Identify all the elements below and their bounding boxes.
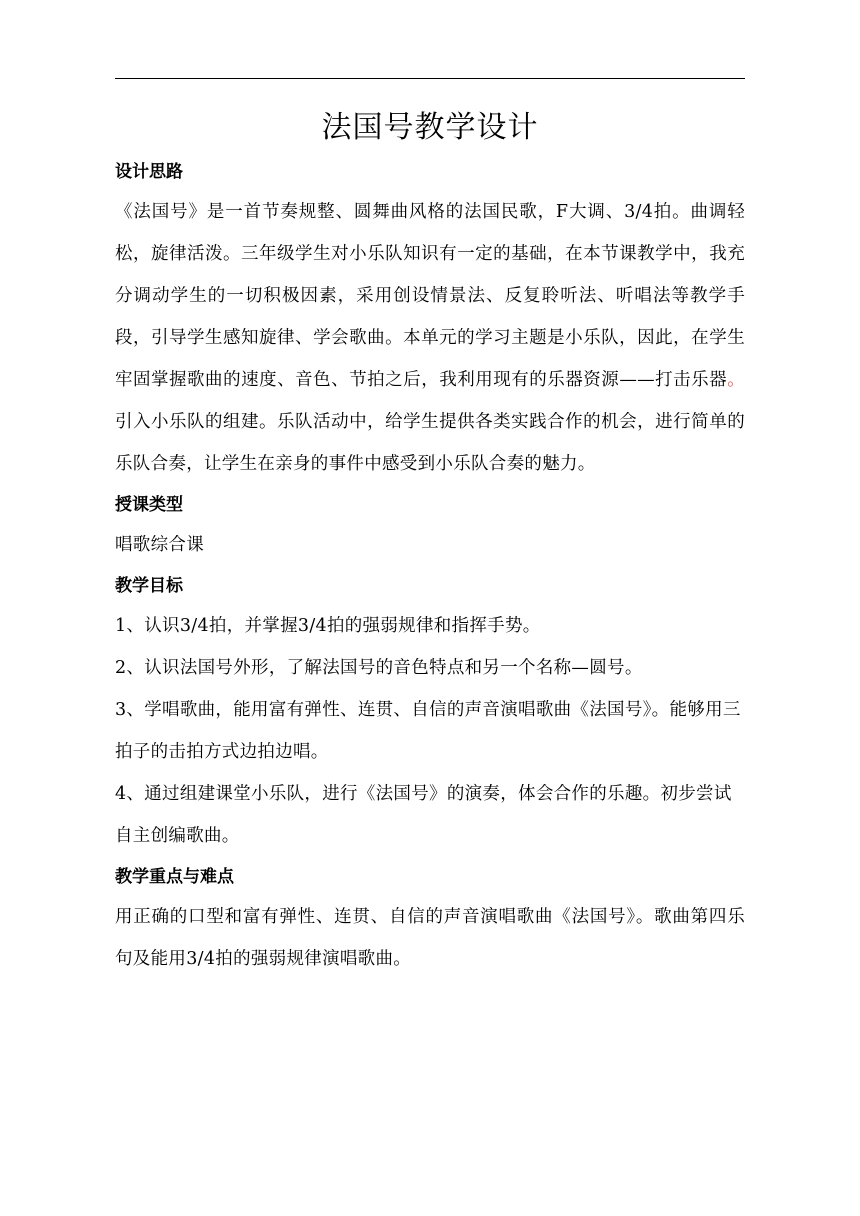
section-key-points (115, 860, 745, 980)
section-type (115, 488, 745, 566)
document-body (115, 155, 745, 980)
design-red-mark: 。 (727, 370, 745, 390)
goal-item: 1、认识3/4拍，并掌握3/4拍的强弱规律和指挥手势。 (115, 616, 541, 636)
heading-type: 授课类型 (115, 495, 183, 515)
design-text-a: 《法国号》是一首节奏规整、圆舞曲风格的法国民歌，F大调、3/4拍。曲调轻松，旋律活泼。三年级学生对小乐队知识有一定的基础，在本节课教学中，我充分调动学生的一切积极因素，采用创设情景法、反复聆听法、听唱法等教学手段，引导学生感知旋律、学会歌曲。本单元的学习主题是小乐队，因此，在学生牢固掌握歌曲的速度、音色、节拍之后，我利用现有的乐器资源——打击乐器 (115, 202, 745, 390)
type-text: 唱歌综合课 (115, 535, 204, 555)
goal-item: 3、学唱歌曲，能用富有弹性、连贯、自信的声音演唱歌曲《法国号》。能够用三拍子的击拍方式边拍边唱。 (115, 700, 741, 762)
design-paragraph (115, 191, 745, 485)
section-design (115, 155, 745, 485)
key-points-text: 用正确的口型和富有弹性、连贯、自信的声音演唱歌曲《法国号》。歌曲第四乐句及能用3/4拍的强弱规律演唱歌曲。 (115, 907, 745, 969)
design-text-b: 引入小乐队的组建。乐队活动中，给学生提供各类实践合作的机会，进行简单的乐队合奏，让学生在亲身的事件中感受到小乐队合奏的魅力。 (115, 412, 745, 474)
heading-goals: 教学目标 (115, 576, 183, 596)
goal-item: 2、认识法国号外形，了解法国号的音色特点和另一个名称—圆号。 (115, 658, 643, 678)
document-title: 法国号教学设计 (321, 110, 539, 145)
section-goals (115, 569, 745, 857)
goal-item: 4、通过组建课堂小乐队，进行《法国号》的演奏，体会合作的乐趣。初步尝试自主创编歌曲。 (115, 784, 732, 846)
heading-design: 设计思路 (115, 162, 183, 182)
header-rule (115, 78, 745, 79)
heading-key-points: 教学重点与难点 (115, 867, 234, 887)
